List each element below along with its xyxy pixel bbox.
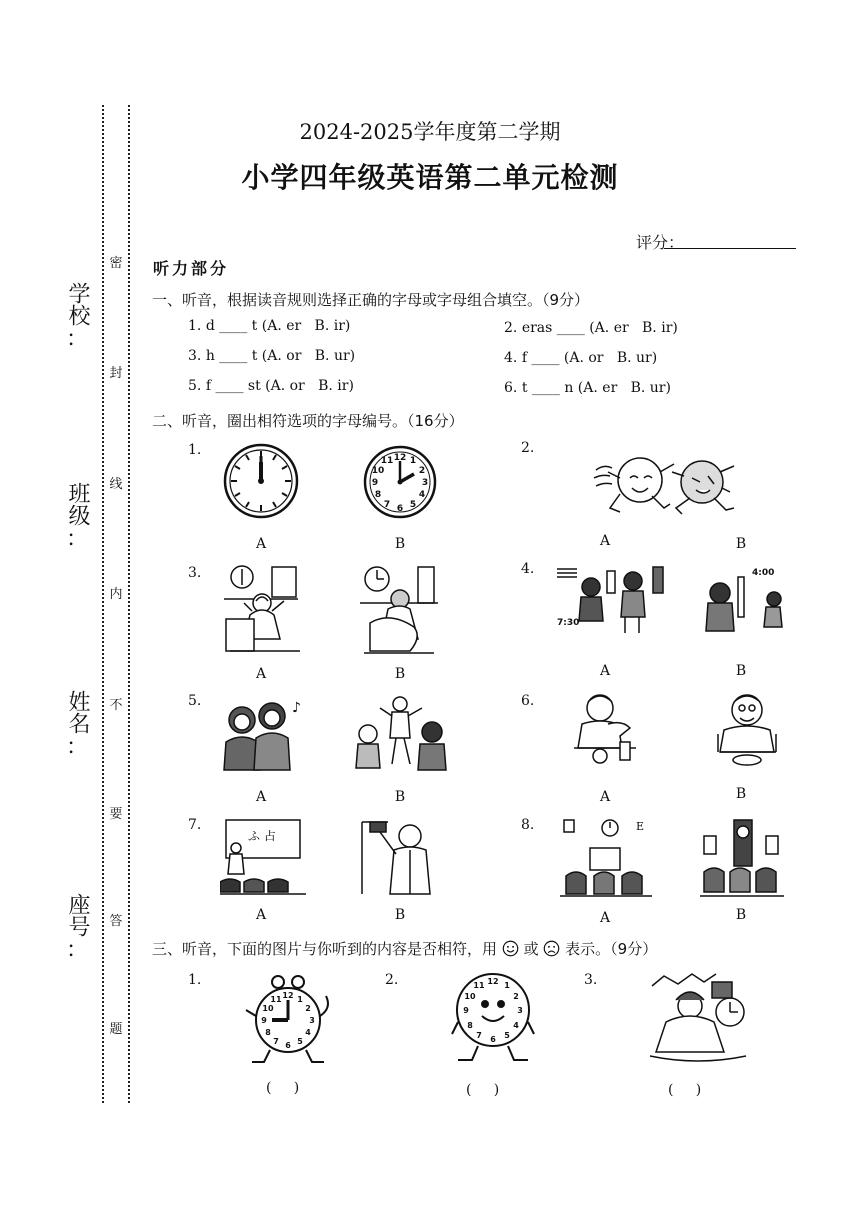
part2-number: 3. — [188, 565, 202, 581]
seal-char: 封 — [109, 366, 123, 381]
boy-and-clock-four-oclock-illustration — [698, 563, 786, 637]
svg-text:8: 8 — [374, 490, 382, 500]
name-field: 姓名 ： — [65, 690, 90, 760]
clock-character-nine-illustration — [240, 972, 336, 1068]
svg-text:8: 8 — [265, 1028, 271, 1037]
boy-getting-up-illustration — [360, 563, 438, 655]
score-blank[interactable] — [664, 248, 796, 249]
svg-text:5: 5 — [409, 500, 417, 510]
sun-and-moon-illustration — [590, 448, 750, 520]
school-field: 学校 ： — [65, 282, 90, 352]
option-a[interactable]: A — [599, 789, 611, 805]
svg-text:7: 7 — [273, 1037, 279, 1046]
part1-item: 5. f ____ st (A. or B. ir) — [188, 378, 354, 394]
girl-with-clock-illustration — [646, 972, 750, 1064]
part3-number: 1. — [188, 972, 202, 988]
svg-text:1: 1 — [297, 995, 303, 1004]
part1-item: 2. eras ____ (A. er B. ir) — [504, 320, 678, 336]
part2-number: 6. — [521, 693, 535, 709]
classroom-tall-clock-illustration — [700, 816, 784, 900]
svg-text:12: 12 — [282, 991, 294, 1000]
two-girls-singing-illustration — [220, 694, 304, 772]
svg-text:12: 12 — [487, 977, 499, 986]
seal-char: 题 — [109, 1022, 123, 1037]
svg-text:9: 9 — [261, 1016, 267, 1025]
term-title: 2024-2025学年度第二学期 — [299, 120, 561, 144]
option-b[interactable]: B — [735, 663, 747, 679]
seal-char: 要 — [109, 807, 123, 822]
part2-number: 4. — [521, 561, 535, 577]
svg-text:ふ 占: ふ 占 — [248, 829, 276, 843]
part2-instruction: 二、听音，圈出相符选项的字母编号。（16分） — [152, 412, 464, 430]
clock-twelve-illustration — [222, 442, 300, 520]
answer-bracket[interactable]: ( ) — [266, 1080, 300, 1096]
seal-char: 不 — [109, 698, 123, 713]
option-a[interactable]: A — [255, 666, 267, 682]
svg-text:5: 5 — [504, 1031, 510, 1040]
part1-instruction: 一、听音，根据读音规则选择正确的字母或字母组合填空。（9分） — [152, 291, 590, 309]
seal-char: 内 — [109, 587, 123, 602]
option-b[interactable]: B — [394, 907, 406, 923]
part3-instruction: 三、听音，下面的图片与你听到的内容是否相符，用 或 表示。（9分） — [152, 940, 658, 958]
part3-number: 3. — [584, 972, 598, 988]
svg-text:3: 3 — [309, 1016, 315, 1025]
svg-text:9: 9 — [371, 478, 379, 488]
option-b[interactable]: B — [394, 536, 406, 552]
svg-text:7: 7 — [476, 1031, 482, 1040]
svg-text:9: 9 — [463, 1006, 469, 1015]
option-a[interactable]: A — [255, 536, 267, 552]
svg-text:5: 5 — [297, 1037, 303, 1046]
answer-bracket[interactable]: ( ) — [466, 1082, 500, 1098]
svg-text:4: 4 — [418, 490, 426, 500]
part3-number: 2. — [385, 972, 399, 988]
sad-face-icon — [543, 940, 560, 957]
part1-item: 1. d ____ t (A. er B. ir) — [188, 318, 351, 334]
option-a[interactable]: A — [255, 789, 267, 805]
svg-text:6: 6 — [490, 1035, 496, 1044]
svg-text:1: 1 — [409, 456, 417, 466]
svg-text:2: 2 — [418, 466, 426, 476]
svg-text:10: 10 — [262, 1004, 274, 1013]
dotted-cut-line — [102, 105, 104, 1103]
svg-text:3: 3 — [517, 1006, 523, 1015]
option-b[interactable]: B — [735, 907, 747, 923]
svg-text:4: 4 — [305, 1028, 311, 1037]
part2-number: 1. — [188, 442, 202, 458]
part2-number: 5. — [188, 693, 202, 709]
svg-text:10: 10 — [464, 992, 476, 1001]
class-field: 班级 ： — [65, 482, 90, 552]
option-b[interactable]: B — [735, 786, 747, 802]
option-a[interactable]: A — [599, 910, 611, 926]
classroom-clock-illustration — [560, 816, 652, 900]
part2-number: 7. — [188, 817, 202, 833]
part1-item: 3. h ____ t (A. or B. ur) — [188, 348, 356, 364]
svg-text:♪: ♪ — [292, 700, 301, 716]
svg-text:7: 7 — [383, 500, 391, 510]
clock-readout: 4:00 — [752, 568, 775, 578]
option-b[interactable]: B — [735, 536, 747, 552]
option-b[interactable]: B — [394, 789, 406, 805]
svg-text:6: 6 — [396, 504, 404, 514]
svg-text:2: 2 — [513, 992, 519, 1001]
exam-title: 小学四年级英语第二单元检测 — [241, 161, 619, 194]
part2-number: 8. — [521, 817, 535, 833]
option-b[interactable]: B — [394, 666, 406, 682]
svg-text:11: 11 — [380, 456, 394, 466]
answer-bracket[interactable]: ( ) — [668, 1082, 702, 1098]
score-label: 评分： — [636, 233, 685, 252]
children-dancing-illustration — [352, 694, 448, 772]
boy-and-clock-seven-thirty-illustration — [555, 563, 665, 637]
seal-char: 线 — [109, 477, 123, 492]
svg-text:11: 11 — [473, 981, 485, 990]
section-heading: 听力部分 — [153, 259, 230, 278]
svg-text:11: 11 — [270, 995, 282, 1004]
teacher-holding-card-illustration — [358, 818, 438, 898]
clock-two-illustration — [362, 444, 438, 520]
smiley-face-icon — [502, 940, 519, 957]
svg-text:4: 4 — [513, 1021, 519, 1030]
option-a[interactable]: A — [255, 907, 267, 923]
svg-text:E: E — [636, 820, 645, 833]
part1-item: 4. f ____ (A. or B. ur) — [504, 350, 658, 366]
svg-text:6: 6 — [285, 1041, 291, 1050]
clock-readout: 7:30 — [557, 618, 580, 628]
seal-char: 密 — [109, 256, 123, 271]
part1-item: 6. t ____ n (A. er B. ur) — [504, 380, 671, 396]
teacher-at-blackboard-illustration — [220, 818, 306, 898]
svg-text:3: 3 — [421, 478, 429, 488]
part2-number: 2. — [521, 440, 535, 456]
svg-text:10: 10 — [371, 466, 385, 476]
seal-char: 答 — [109, 914, 123, 929]
seat-number-field: 座号 ： — [65, 893, 90, 963]
svg-text:8: 8 — [467, 1021, 473, 1030]
svg-text:2: 2 — [305, 1004, 311, 1013]
dotted-seal-line — [128, 105, 130, 1103]
man-eating-dinner-illustration — [712, 690, 782, 772]
option-a[interactable]: A — [599, 533, 611, 549]
clock-character-smiling-illustration — [448, 968, 538, 1068]
svg-text:1: 1 — [504, 981, 510, 990]
svg-text:12: 12 — [393, 453, 407, 463]
option-a[interactable]: A — [599, 663, 611, 679]
girl-waking-up-illustration — [222, 563, 300, 655]
boy-eating-breakfast-illustration — [572, 690, 638, 772]
